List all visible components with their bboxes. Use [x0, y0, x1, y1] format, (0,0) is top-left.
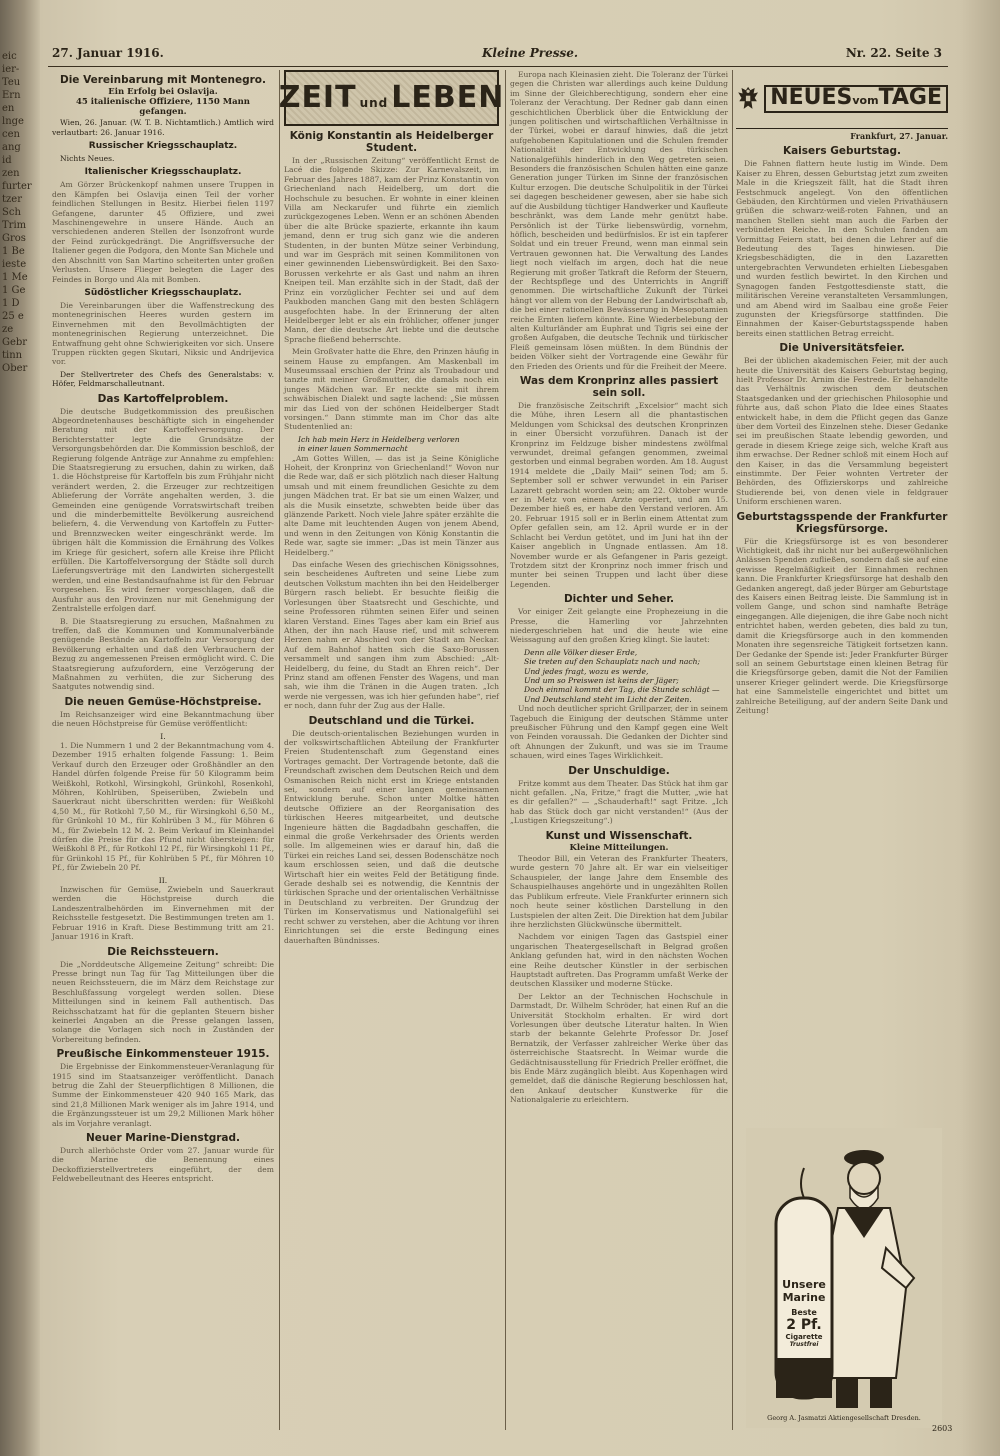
- subheadline-mitteilungen: Kleine Mitteilungen.: [569, 842, 669, 853]
- body-text: Vor einiger Zeit gelangte eine Prophezeiung in die Presse, die Hamerling vor Jahrzehnten niedergeschrieben hat und die heute wie eine Weissagung auf den großen Krieg klingt. Sie lautet:: [510, 607, 728, 645]
- advertisement-marine-cigarette: [746, 1128, 942, 1428]
- signature-generalstab: Der Stellvertreter des Chefs des Generalstabs: v. Höfer, Feldmarschalleutnant.: [52, 369, 274, 389]
- body-text: Die deutsch-orientalischen Beziehungen wurden in der volkswirtschaftlichen Abteilung der Frankfurter Freien Studentenschaft zum Gegenstand eines Vortrages gemacht. Der Vortragende betonte, daß die Freundschaft zwischen dem Deutschen Reich und dem Osmanischen Reich nicht erst im Kriege entstanden sei, sondern auf einer langen gemeinsamen Entwicklung beruhe. Schon unter Moltke hätten deutsche Offiziere an der Reorganisation des türkischen Heeres mitgearbeitet, und deutsche Ingenieure hätten die Bagdadbahn geschaffen, die einmal die große Verkehrsader des Orients werden solle. Im allgemeinen wies er darauf hin, daß die Türkei ein reiches Land sei, dessen Bodenschätze noch kaum erschlossen seien, und daß die deutsche Wirtschaft hier ein weites Feld der Betätigung finde. Gerade deshalb sei es notwendig, die Kenntnis der türkischen Sprache und der orientalischen Verhältnisse in Deutschland zu verbreiten. Der Grundzug der Türken im Konservatismus und Nationalgefühl sei recht schwer zu verstehen, aber die Achtung vor ihren Einrichtungen sei die erste Bedingung eines dauerhaften Bündnisses.: [284, 728, 499, 945]
- headline-gemuese: Die neuen Gemüse-Höchstpreise.: [64, 695, 262, 708]
- headline-einkommensteuer: Preußische Einkommensteuer 1915.: [56, 1048, 270, 1061]
- body-text: Fritze kommt aus dem Theater. Das Stück hat ihm gar nicht gefallen. „Na, Fritze,“ fragt die Mutter, „wie hat es dir gefallen?“ — „Schauderhaft!“ sagt Fritze. „Ich hab das Stück doch gar nicht verstanden!“ (Aus der „Lustigen Kriegszeitung“.): [510, 778, 728, 826]
- page-number-stamp: 2603: [932, 1424, 953, 1433]
- headline-geburtstagsspende: Geburtstagsspende der Frankfurter Kriegsfürsorge.: [736, 510, 948, 535]
- headline-konstantin: König Konstantin als Heidelberger Student.: [289, 130, 494, 154]
- headline-marine-dienstgrad: Neuer Marine-Dienstgrad.: [85, 1132, 241, 1144]
- dateline-wien: Wien, 26. Januar. (W. T. B. Nichtamtlich.) Amtlich wird verlautbart: 26. Januar 1916.: [52, 118, 274, 137]
- body-text: Mein Großvater hatte die Ehre, den Prinzen häufig in seinem Hause zu empfangen. Am Maskenball im Museumssaal erschien der Prinz als Troubadour und tanzte mit meiner Großmutter, die damals noch ein junges Mädchen war. Er neckte sie mit ihrem schwäbischen Dialekt und sagte lachend: „Sie müssen mir das Lied von der schönen Heidelberger Stadt vorsingen.“ Dann stimmte man im Chor das alte Studentenlied an:: [284, 347, 499, 432]
- subheadline-oslavija: Ein Erfolg bei Oslavija.: [108, 87, 218, 97]
- header-rule: [48, 66, 948, 67]
- page-header: [52, 46, 942, 66]
- body-text: Und noch deutlicher spricht Grillparzer, der in seinem Tagebuch die Einigung der deutschen Stämme unter preußischer Führung und den Kampf gegen eine Welt von Feinden voraussah. Die Gedanken der Dichter sind oft Ahnungen der Zukunft, und was sie im Traume schauen, wird eines Tages Wirklichkeit.: [510, 704, 728, 761]
- banner-zeit-und-leben: ZEIT und LEBEN: [284, 70, 499, 126]
- column-4: [736, 70, 948, 718]
- header-date: 27. Januar 1916.: [52, 46, 164, 60]
- headline-montenegro: Die Vereinbarung mit Montenegro.: [59, 74, 267, 86]
- column-divider: [279, 70, 280, 1430]
- body-text: Am Görzer Brückenkopf nahmen unsere Truppen in den Kämpfen bei Oslavija einen Teil der vorher feindlichen Stellungen in Besitz. Hierbei fielen 1197 Gefangene, darunter 45 Offiziere, und zwei Maschinengewehre in unsere Hände. Auch an verschiedenen anderen Stellen der Isonzofront wurde der Feind zurückgedrängt. Die Angriffsversuche der Italiener gegen die Podgora, den Monte San Michele und den Abschnitt von San Martino scheiterten unter großen Verlusten. Unsere Flieger belegten die Lager des Feindes in Borgo und Ala mit Bomben.: [52, 180, 274, 284]
- poem-heidelberg: Ich hab mein Herz in Heidelberg verloren in einer lauen Sommernacht: [298, 434, 460, 454]
- neues-vom-tage-title: NEUESvomTAGE: [764, 85, 948, 113]
- body-text: Für die Kriegsfürsorge ist es von besonderer Wichtigkeit, daß ihr nicht nur bei außergewöhnlichen Anlässen Spenden zufließen, sondern daß sie auf eine gewisse Regelmäßigkeit der Einnahmen rechnen kann. Die Frankfurter Kriegsfürsorge hat deshalb den Gedanken angeregt, daß jeder Bürger am Geburtstage des Kaisers einen Beitrag leiste. Die Sammlung ist in vollem Gange, und schon sind namhafte Beträge eingegangen. Alle diejenigen, die ihre Gabe noch nicht entrichtet haben, werden gebeten, dies bald zu tun, damit die Kriegsfürsorge auch in den kommenden Monaten ihre segensreiche Tätigkeit fortsetzen kann. Der Gedanke der Spende ist: Jeder Frankfurter Bürger soll an seinem Geburtstage einen kleinen Betrag für die Kriegsfürsorge geben, damit die Not der Familien unserer Krieger gelindert werde. Die Kriegsfürsorge hat eine Sammelstelle eingerichtet und bittet um zahlreiche Beteiligung, auf der andern Seite Dank und Zeitung!: [736, 536, 948, 715]
- body-text: Die Vereinbarungen über die Waffenstreckung des montenegrinischen Heeres wurden gestern im Einvernehmen mit den Bevollmächtigten der montenegrinischen Regierung unterzeichnet. Die Entwaffnung geht ohne Schwierigkeiten vor sich. Unsere Truppen rückten gegen Skutari, Niksic und Andrijevica vor.: [52, 300, 274, 367]
- headline-deutschland-tuerkei: Deutschland und die Türkei.: [308, 714, 475, 727]
- ad-credit: Georg A. Jasmatzi Aktiengesellschaft Dresden.: [767, 1414, 921, 1422]
- headline-reichssteuern: Die Reichssteuern.: [107, 945, 219, 958]
- body-text: Nachdem vor einigen Tagen das Gastspiel einer ungarischen Theatergesellschaft in Belgrad großen Anklang gefunden hat, wird in den nächsten Wochen eine Reihe deutscher Künstler in der serbischen Hauptstadt auftreten. Das Programm umfaßt Werke der deutschen Klassiker und moderne Stücke.: [510, 932, 728, 989]
- headline-kartoffelproblem: Das Kartoffelproblem.: [97, 392, 229, 405]
- ad-text-block: Unsere Marine Beste 2 Pf. Cigarette Trustfrei: [782, 1278, 826, 1348]
- body-text: Theodor Bill, ein Veteran des Frankfurter Theaters, wurde gestern 70 Jahre alt. Er war ein vielseitiger Schauspieler, der lange Jahre dem Ensemble des Schauspielhauses angehörte und in ungezählten Rollen das Publikum erfreute. Viele Frankfurter erinnern sich noch heute seiner köstlichen Darstellung in den Lustspielen der alten Zeit. Die Direktion hat dem Jubilar ihre herzlichsten Glückwünsche übermittelt.: [510, 854, 728, 929]
- section-numeral: II.: [158, 875, 168, 885]
- body-text: In der „Russischen Zeitung“ veröffentlicht Ernst de Lacé die folgende Skizze: Zur Karnevalszeit, im Februar des Jahres 1887, kam der Prinz Konstantin von Griechenland nach Heidelberg, um dort die Hochschule zu besuchen. Er wohnte in einer kleinen Villa am Neckarufer und führte ein ziemlich zurückgezogenes Leben. Wenn er an schönen Abenden über die alte Brücke spazierte, erkannte ihn kaum jemand, denn er trug sich ganz wie die anderen Studenten, in der bunten Mütze seiner Verbindung, und war im Gespräch mit seinen Kommilitonen von einer gewinnenden Liebenswürdigkeit. Bei den Saxo-Borussen verkehrte er als Gast und nahm an ihren Kneipen teil. Man erzählte sich in der Stadt, daß der Prinz ein vorzüglicher Fechter sei und auf dem Paukboden manchen Gang mit den besten Schlägern ausgefochten habe. In der Erinnerung der alten Heidelberger lebt er als ein fröhlicher, offener junger Mann, der die deutsche Art liebte und die deutsche Sprache fließend beherrschte.: [284, 156, 499, 344]
- subheadline-gefangene: 45 italienische Offiziere, 1150 Mann gefangen.: [75, 97, 250, 117]
- column-3: [510, 70, 728, 1108]
- headline-unschuldige: Der Unschuldige.: [568, 764, 670, 777]
- column-divider: [732, 70, 733, 1430]
- body-text: Die Ergebnisse der Einkommensteuer-Veranlagung für 1915 sind im Staatsanzeiger veröffentlicht. Danach betrug die Zahl der Steuerpflichtigen 8 Millionen, die Summe der Einkommensteuer 420 940 165 Mark, das sind 21,8 Millionen Mark weniger als im Jahre 1914, und die Ergänzungssteuer ist um 29,2 Millionen Mark höher als im Vorjahre veranlagt.: [52, 1062, 274, 1128]
- body-text: Der Lektor an der Technischen Hochschule in Darmstadt, Dr. Wilhelm Schröder, hat einen Ruf an die Universität Stockholm erhalten. Er wird dort Vorlesungen über deutsche Literatur halten. In Wien starb der bekannte Gelehrte Professor Dr. Josef Bernatzik, der Verfasser zahlreicher Werke über das österreichische Staatsrecht. In Weimar wurde die Gedächtnisausstellung für Friedrich Preller eröffnet, die bis Ende März zugänglich bleibt. Aus Kopenhagen wird gemeldet, daß die dänische Regierung beschlossen hat, den Ankauf deutscher Kunstwerke für die Nationalgalerie zu erleichtern.: [510, 991, 728, 1105]
- poem-dichter: Denn alle Völker dieser Erde, Sie treten auf den Schauplatz nach und nach; Und jedes fragt, wozu es werde, Und um so Preiswen ist keins der Jäger; Doch einmal kommt der Tag, die Stunde schlägt — Und Deutschland steht im Licht der Zeiten.: [524, 647, 720, 704]
- body-text: Die „Norddeutsche Allgemeine Zeitung“ schreibt: Die Presse bringt nun Tag für Tag Mitteilungen über die neuen Reichssteuern, die im März dem Reichstage zur Beschlußfassung vorgelegt werden sollen. Diese Mitteilungen sind in keinem Fall authentisch. Das Reichsschatzamt hat für die geplanten Steuern bisher keinerlei Angaben an die Presse gelangen lassen, solange die Vorlagen sich noch in Zuständen der Vorbereitung befinden.: [52, 959, 274, 1044]
- body-text: Inzwischen für Gemüse, Zwiebeln und Sauerkraut werden die Höchstpreise durch die Landeszentralbehörden im Einvernehmen mit der Reichsstelle festgesetzt. Die Bestimmungen treten am 1. Februar 1916 in Kraft. Diese Bestimmung tritt am 21. Januar 1916 in Kraft.: [52, 885, 274, 942]
- column-divider: [505, 70, 506, 1430]
- heading-russischer: Russischer Kriegsschauplatz.: [88, 141, 238, 152]
- body-text: „Am Gottes Willen, — das ist ja Seine Königliche Hoheit, der Kronprinz von Griechenland!“ Wovon nur die Rede war, daß er sich plötzlich nach dieser Haltung umsah und mit einem freundlichen Gesichte zu dem jungen Mädchen trat. Er bat sie um einen Walzer, und als die Musik einsetzte, schwebten beide über das glänzende Parkett. Noch viele Jahre später erzählte die alte Dame mit leuchtenden Augen von jenem Abend, und wenn in den Zeitungen von König Konstantin die Rede war, sagte sie immer: „Das ist mein Tänzer aus Heidelberg.“: [284, 453, 499, 557]
- text-nichts-neues: Nichts Neues.: [60, 154, 115, 164]
- column-2: [278, 70, 505, 948]
- body-text: 1. Die Nummern 1 und 2 der Bekanntmachung vom 4. Dezember 1915 erhalten folgende Fassung: 1. Beim Verkauf durch den Erzeuger oder Großhändler an den Handel dürfen folgende Preise für 50 Kilogramm beim Weißkohl, Rotkohl, Wirsingkohl, Grünkohl, Rosenkohl, Möhren, Kohlrüben, Speiserüben, Zwiebeln und Sauerkraut nicht überschritten werden: für Weißkohl 4,50 M., für Rotkohl 7,50 M., für Wirsingkohl 6,50 M., für Grünkohl 10 M., für Kohlrüben 3 M., für Möhren 6 M., für Zwiebeln 12 M. 2. Beim Verkauf im Kleinhandel dürfen die Preise für das Pfund nicht übersteigen: für Weißkohl 8 Pf., für Rotkohl 12 Pf., für Wirsingkohl 11 Pf., für Grünkohl 15 Pf., für Kohlrüben 5 Pf., für Möhren 10 Pf., für Zwiebeln 20 Pf.: [52, 740, 274, 873]
- body-text: Bei der üblichen akademischen Feier, mit der auch heute die Universität des Kaisers Geburtstag beging, hielt Professor Dr. Arnim die Festrede. Er behandelte das Verhältnis zwischen dem deutschen Staatsgedanken und der griechischen Philosophie und führte aus, daß schon Plato die Idee eines Staates entwickelt habe, in dem die Pflicht gegen das Ganze über dem Vorteil des Einzelnen stehe. Dieser Gedanke sei im preußischen Staate lebendig geworden, und gerade in diesem Kriege zeige sich, welche Kraft aus ihm erwachse. Der Redner schloß mit einem Hoch auf den Kaiser, in das die Versammlung begeistert einstimmte. Der Feier wohnten Vertreter der Behörden, des Offizierskorps und zahlreiche Studierende bei, von denen viele in feldgrauer Uniform erschienen waren.: [736, 356, 948, 507]
- body-text: Die Fahnen flattern heute lustig im Winde. Dem Kaiser zu Ehren, dessen Geburtstag jetzt zum zweiten Male in die Kriegszeit fällt, hat die Stadt ihren Festschmuck angelegt. Von den öffentlichen Gebäuden, den Kirchtürmen und vielen Privathäusern grüßen die schwarz-weiß-roten Fahnen, und an manchen Stellen sieht man auch die Farben der verbündeten Reiche. In den Schulen fanden am Vormittag Feiern statt, bei denen die Lehrer auf die Bedeutung des Tages hinwiesen. Die Kriegsbeschädigten, die in den Lazaretten untergebrachten Verwundeten erhielten Liebesgaben und wurden festlich bewirtet. In den Kirchen und Synagogen fanden Festgottesdienste statt, die militärischen Vereine veranstalteten Versammlungen, und am Abend wird im Saalbau eine große Feier zugunsten der Kriegsfürsorge stattfinden. Die Einnahmen der Kaiser-Geburtstagsspende haben bereits einen stattlichen Betrag erreicht.: [736, 159, 948, 338]
- body-text: Die deutsche Budgetkommission des preußischen Abgeordnetenhauses beschäftigte sich in eingehender Beratung mit der Kartoffelversorgung. Der Berichterstatter legte die Grundsätze der Versorgungsbehörden dar. Die Kommission beschloß, der Regierung folgende Anträge zur Annahme zu empfehlen: Die Staatsregierung zu ersuchen, dahin zu wirken, daß 1. die Höchstpreise für Kartoffeln bis zum Frühjahr nicht verändert werden, 2. die Erzeuger zur rechtzeitigen Ablieferung der Vorräte angehalten werden, 3. die Gemeinden eine genügende Vorratswirtschaft treiben und die minderbemittelte Bevölkerung ausreichend beliefern, 4. die Verwendung von Kartoffeln zu Futter- und Brennzwecken weiter eingeschränkt werde. Im übrigen hält die Kommission die Ernährung des Volkes im Kriege für gesichert, sofern alle Kreise ihre Pflicht erfüllen. Die Kartoffelversorgung der Städte soll durch Lieferungsverträge mit den Landwirten sichergestellt werden, und eine Bestandsaufnahme ist für den Februar vorgesehen. Es wird ferner vorgeschlagen, daß die Ausfuhr aus den Provinzen nur mit Genehmigung der Zentralstelle erfolgen darf.: [52, 406, 274, 614]
- headline-kunst: Kunst und Wissenschaft.: [545, 829, 693, 842]
- binding-gutter: eic ier- Teu Ern en lnge cen ang id zen furter tzer Sch Trim Gros 1 Be ieste 1 Me 1 Ge 1 D 25 e ze Gebr tinn Ober: [0, 0, 40, 1456]
- headline-universitaetsfeier: Die Universitätsfeier.: [779, 342, 905, 355]
- header-paper-name: Kleine Presse.: [482, 46, 579, 60]
- heading-suedoestlicher: Südöstlicher Kriegsschauplatz.: [84, 287, 242, 298]
- header-number: Nr. 22. Seite 3: [845, 46, 942, 60]
- dateline-frankfurt: Frankfurt, 27. Januar.: [850, 131, 948, 141]
- body-text: Die französische Zeitschrift „Excelsior“ macht sich die Mühe, ihren Lesern all die phantastischen Meldungen vom Schicksal des deutschen Kronprinzen in einer Übersicht vorzuführen. Danach ist der Kronprinz im Feldzuge bisher mindestens zwölfmal verwundet, dreimal gefangen genommen, zweimal gestorben und einmal begraben worden. Am 18. August 1914 meldete die „Daily Mail“ seinen Tod; am 5. September soll er schwer verwundet in ein Pariser Lazarett gebracht worden sein; am 22. Oktober wurde er in Metz von einem Arzte operiert, und am 15. Dezember hieß es, er habe den Verstand verloren. Am 20. Februar 1915 soll er in Berlin einem Attentat zum Opfer gefallen sein, am 12. April wurde er in der Schlacht bei Verdun getötet, und im Juni hat ihn der Kaiser angeblich in Ungnade entlassen. Am 18. November wurde er als Gefangener in Paris gezeigt. Trotzdem sitzt der Kronprinz noch immer frisch und munter bei seinen Truppen und lacht über diese Legenden.: [510, 401, 728, 589]
- headline-kronprinz: Was dem Kronprinz alles passiert sein soll.: [519, 375, 719, 399]
- banner-neues-vom-tage: [736, 70, 948, 129]
- body-text: Europa nach Kleinasien zieht. Die Toleranz der Türkei gegen die Christen war allerdings auch keine Duldung im Sinne der Gleichberechtigung, sondern eher eine Toleranz der Verachtung. Der Redner gab dann einen geschichtlichen Überblick über die Entwicklung der jungen politischen und wirtschaftlichen Verhältnisse in der Türkei, wobei er darauf hinwies, daß die jetzt aufgehobenen Kapitulationen und die Schulen fremder Nationalität der Entwicklung des türkischen Nationalgefühls hinderlich in den Weg getreten seien. Besonders die französischen Schulen hätten eine ganze Generation junger Türken im Sinne der französischen Kultur erzogen. Die deutsche Schulpolitik in der Türkei sei dagegen bescheidener gewesen, aber sie habe sich auf die Ausbildung tüchtiger Handwerker und Kaufleute beschränkt, was dem Lande mehr genützt habe. Persönlich ist der Türke liebenswürdig, vornehm, höflich, bescheiden und bedürfnislos. Er ist ein tapferer Soldat und ein treuer Freund, wenn man einmal sein Vertrauen gewonnen hat. Die Verwaltung des Landes liegt noch vielfach im argen, doch hat die neue Regierung mit großer Tatkraft die Reform der Steuern, der Rechtspflege und des Unterrichts in Angriff genommen. Die wirtschaftliche Zukunft der Türkei hängt vor allem von der Hebung der Landwirtschaft ab, die bei einer rationellen Bewässerung in Mesopotamien reiche Ernten liefern könnte. Eine Wiederbelebung der alten Kulturländer am Euphrat und Tigris sei eine der großen Aufgaben, die deutsche Technik und türkischer Fleiß gemeinsam lösen müßten. In dem Bündnis der beiden Völker sieht der Vortragende eine Gewähr für den Frieden des Orients und für die Freiheit der Meere.: [510, 70, 728, 371]
- headline-kaisers-geburtstag: Kaisers Geburtstag.: [782, 145, 902, 158]
- body-text: Im Reichsanzeiger wird eine Bekanntmachung über die neuen Höchstpreise für Gemüse veröffentlicht:: [52, 709, 274, 729]
- heading-italienischer: Italienischer Kriegsschauplatz.: [84, 167, 242, 178]
- section-numeral: I.: [160, 731, 166, 741]
- body-text: B. Die Staatsregierung zu ersuchen, Maßnahmen zu treffen, daß die Kommunen und Kommunalverbände genügende Bestände an Kartoffeln zur Versorgung der Bevölkerung erhalten und daß den Verbrauchern der Bezug zu angemessenen Preisen ermöglicht wird. C. Die Staatsregierung aufzufordern, eine Verzögerung der Maßnahmen zu verhüten, die zur Sicherung des Saatgutes notwendig sind.: [52, 616, 274, 692]
- column-1: [52, 70, 274, 1187]
- headline-dichter-seher: Dichter und Seher.: [563, 593, 675, 606]
- eagle-icon: [736, 73, 760, 125]
- body-text: Durch allerhöchste Order vom 27. Januar wurde für die Marine die Benennung eines Deckoffizierstellvertreters eingeführt, der dem Feldwebelleutnant des Heeres entspricht.: [52, 1146, 274, 1184]
- body-text: Das einfache Wesen des griechischen Königssohnes, sein bescheidenes Auftreten und seine Liebe zum deutschen Volkstum machten ihn bei den Heidelberger Bürgern rasch beliebt. Er besuchte fleißig die Vorlesungen über Staatsrecht und Geschichte, und seine Professoren rühmten seinen Eifer und seinen klaren Verstand. Eines Tages aber kam ein Brief aus Athen, der ihn nach Hause rief, und mit schwerem Herzen nahm er Abschied von der Stadt am Neckar. Auf dem Bahnhof hatten sich die Saxo-Borussen versammelt und sangen ihm zum Abschied: „Alt-Heidelberg, du feine, du Stadt an Ehren reich“. Der Prinz stand am offenen Fenster des Wagens, und man sah, wie ihm die Tränen in die Augen traten. „Ich werde nie vergessen, was ich hier gefunden habe“, rief er noch, dann fuhr der Zug aus der Halle.: [284, 560, 499, 711]
